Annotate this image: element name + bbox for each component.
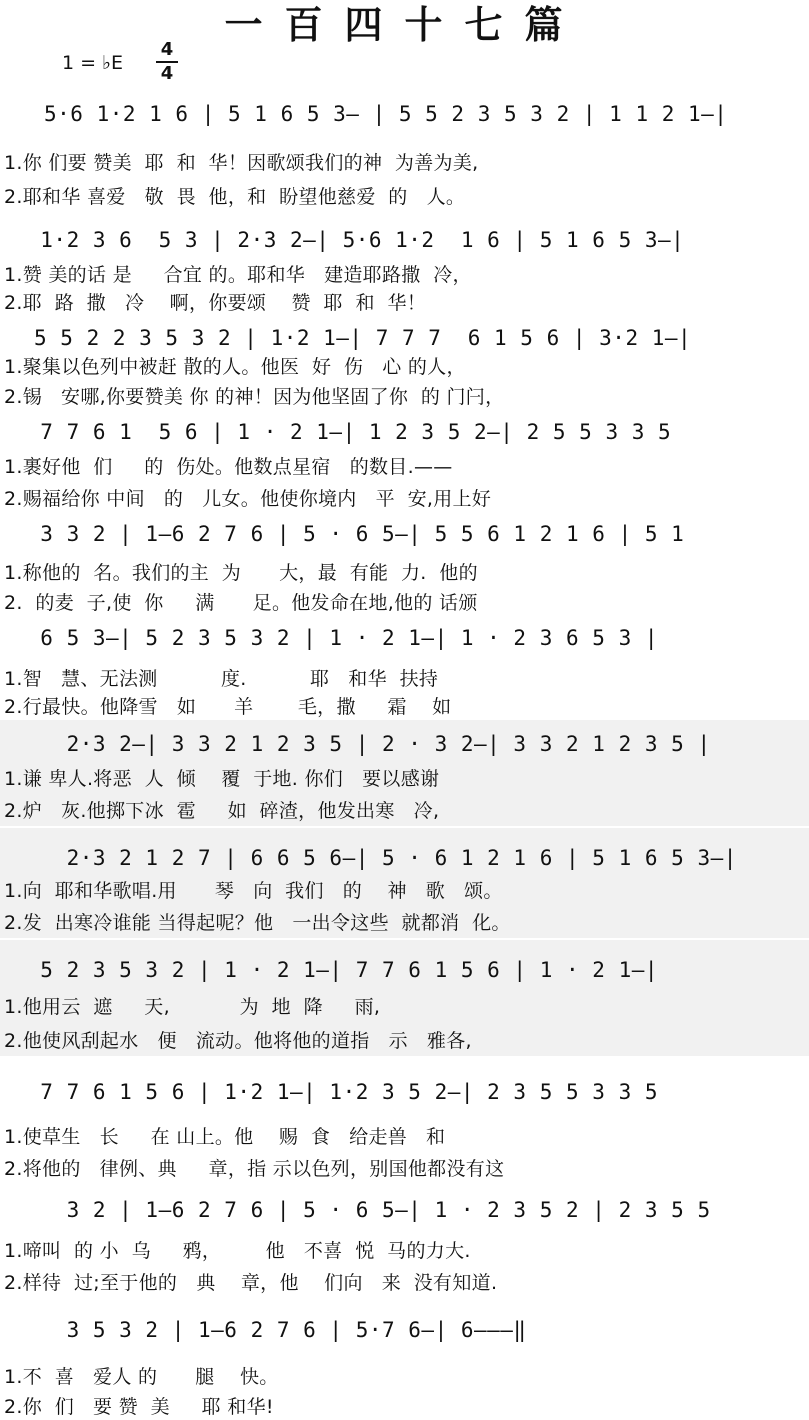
notation-line: 5 5 2 2 3 5 3 2 | 1·2 1—| 7 7 7 6 1 5 6 | 3·2 1—| <box>34 326 692 350</box>
lyric-verse-2: 2.发 出寒冷谁能 当得起呢？他 一出令这些 就都消 化。 <box>4 912 511 934</box>
lyric-verse-1: 1.智 慧、无法测 度. 耶 和华 扶持 <box>4 668 439 690</box>
lyric-verse-2: 2.将他的 律例、典 章，指 示以色列，别国他都没有这 <box>4 1158 505 1180</box>
lyric-verse-1: 1.你 们要 赞美 耶 和 华！因歌颂我们的神 为善为美, <box>4 152 479 174</box>
notation-line: 7 7 6 1 5 6 | 1·2 1—| 1·2 3 5 2—| 2 3 5 5 3 3 5 <box>14 1080 659 1104</box>
system-11 <box>0 1192 809 1304</box>
lyric-verse-2: 2.炉 灰.他掷下冰 雹 如 碎渣，他发出寒 冷, <box>4 800 440 822</box>
lyric-verse-2: 2.赐福给你 中间 的 儿女。他使你境内 平 安,用上好 <box>4 488 492 510</box>
time-signature-bottom: 4 <box>160 63 174 84</box>
notation-line: 7 7 6 1 5 6 | 1 · 2 1—| 1 2 3 5 2—| 2 5 5 3 3 5 <box>14 420 672 444</box>
system-10 <box>0 1060 809 1190</box>
lyric-verse-1: 1.不 喜 爱人 的 腿 快。 <box>4 1366 279 1388</box>
system-8 <box>0 828 809 938</box>
notation-line: 3 3 2 | 1—6 2 7 6 | 5 · 6 5—| 5 5 6 1 2 1 6 | 5 1 <box>14 522 685 546</box>
notation-line: 5 2 3 5 3 2 | 1 · 2 1—| 7 7 6 1 5 6 | 1 · 2 1—| <box>14 958 659 982</box>
lyric-verse-1: 1.谦 卑人.将恶 人 倾 覆 于地. 你们 要以感谢 <box>4 768 440 790</box>
notation-line: 3 2 | 1—6 2 7 6 | 5 · 6 5—| 1 · 2 3 5 2 | 2 3 5 5 <box>14 1198 711 1222</box>
lyric-verse-1: 1.称他的 名。我们的主 为 大，最 有能 力. 他的 <box>4 562 478 584</box>
lyric-verse-2: 2.他使风刮起水 便 流动。他将他的道指 示 雅各, <box>4 1030 472 1052</box>
system-1 <box>0 92 809 220</box>
lyric-verse-2: 2.行最快。他降雪 如 羊 毛，撒 霜 如 <box>4 696 452 718</box>
lyric-verse-1: 1.使草生 长 在 山上。他 赐 食 给走兽 和 <box>4 1126 446 1148</box>
system-7 <box>0 720 809 826</box>
lyric-verse-1: 1.啼叫 的 小 乌 鸦， 他 不喜 悦 马的力大. <box>4 1240 471 1262</box>
notation-line: 3 5 3 2 | 1—6 2 7 6 | 5·7 6—| 6———‖ <box>14 1318 527 1342</box>
lyric-verse-2: 2.耶和华 喜爱 敬 畏 他，和 盼望他慈爱 的 人。 <box>4 186 466 208</box>
system-4 <box>0 420 809 516</box>
system-3 <box>0 322 809 418</box>
lyric-verse-1: 1.向 耶和华歌唱.用 琴 向 我们 的 神 歌 颂。 <box>4 880 503 902</box>
lyric-verse-1: 1.赞 美的话 是 合宜 的。耶和华 建造耶路撒 冷， <box>4 264 472 286</box>
system-12 <box>0 1306 809 1418</box>
lyric-verse-2: 2. 的麦 子,使 你 满 足。他发命在地,他的 话颁 <box>4 592 478 614</box>
system-2 <box>0 222 809 322</box>
lyric-verse-1: 1.他用云 遮 天, 为 地 降 雨, <box>4 996 381 1018</box>
system-6 <box>0 620 809 718</box>
song-title: 一百四十七篇 <box>224 2 585 47</box>
lyric-verse-2: 2.锡 安哪,你要赞美 你 的神！因为他坚固了你 的 门闩， <box>4 386 505 408</box>
lyric-verse-2: 2.样待 过;至于他的 典 章，他 们向 来 没有知道. <box>4 1272 498 1294</box>
system-5 <box>0 518 809 618</box>
notation-line: 2·3 2—| 3 3 2 1 2 3 5 | 2 · 3 2—| 3 3 2 1 2 3 5 | <box>14 732 711 756</box>
notation-line: 6 5 3—| 5 2 3 5 3 2 | 1 · 2 1—| 1 · 2 3 6 5 3 | <box>14 626 659 650</box>
lyric-verse-1: 1.聚集以色列中被赶 散的人。他医 好 伤 心 的人， <box>4 356 466 378</box>
notation-line: 2·3 2 1 2 7 | 6 6 5 6—| 5 · 6 1 2 1 6 | 5 1 6 5 3—| <box>14 846 737 870</box>
notation-line: 5·6 1·2 1 6 | 5 1 6 5 3— | 5 5 2 3 5 3 2 | 1 1 2 1—| <box>44 102 728 126</box>
system-9 <box>0 940 809 1056</box>
key-signature: 1 = ♭E <box>62 52 124 74</box>
lyric-verse-1: 1.裹好他 们 的 伤处。他数点星宿 的数目.—— <box>4 456 453 478</box>
time-signature-top: 4 <box>160 39 174 60</box>
lyric-verse-2: 2.耶 路 撒 冷 啊，你要颂 赞 耶 和 华！ <box>4 292 427 314</box>
lyric-verse-2: 2.你 们 要 赞 美 耶 和华! <box>4 1396 274 1418</box>
notation-line: 1·2 3 6 5 3 | 2·3 2—| 5·6 1·2 1 6 | 5 1 6 5 3—| <box>14 228 685 252</box>
time-signature <box>152 40 182 84</box>
